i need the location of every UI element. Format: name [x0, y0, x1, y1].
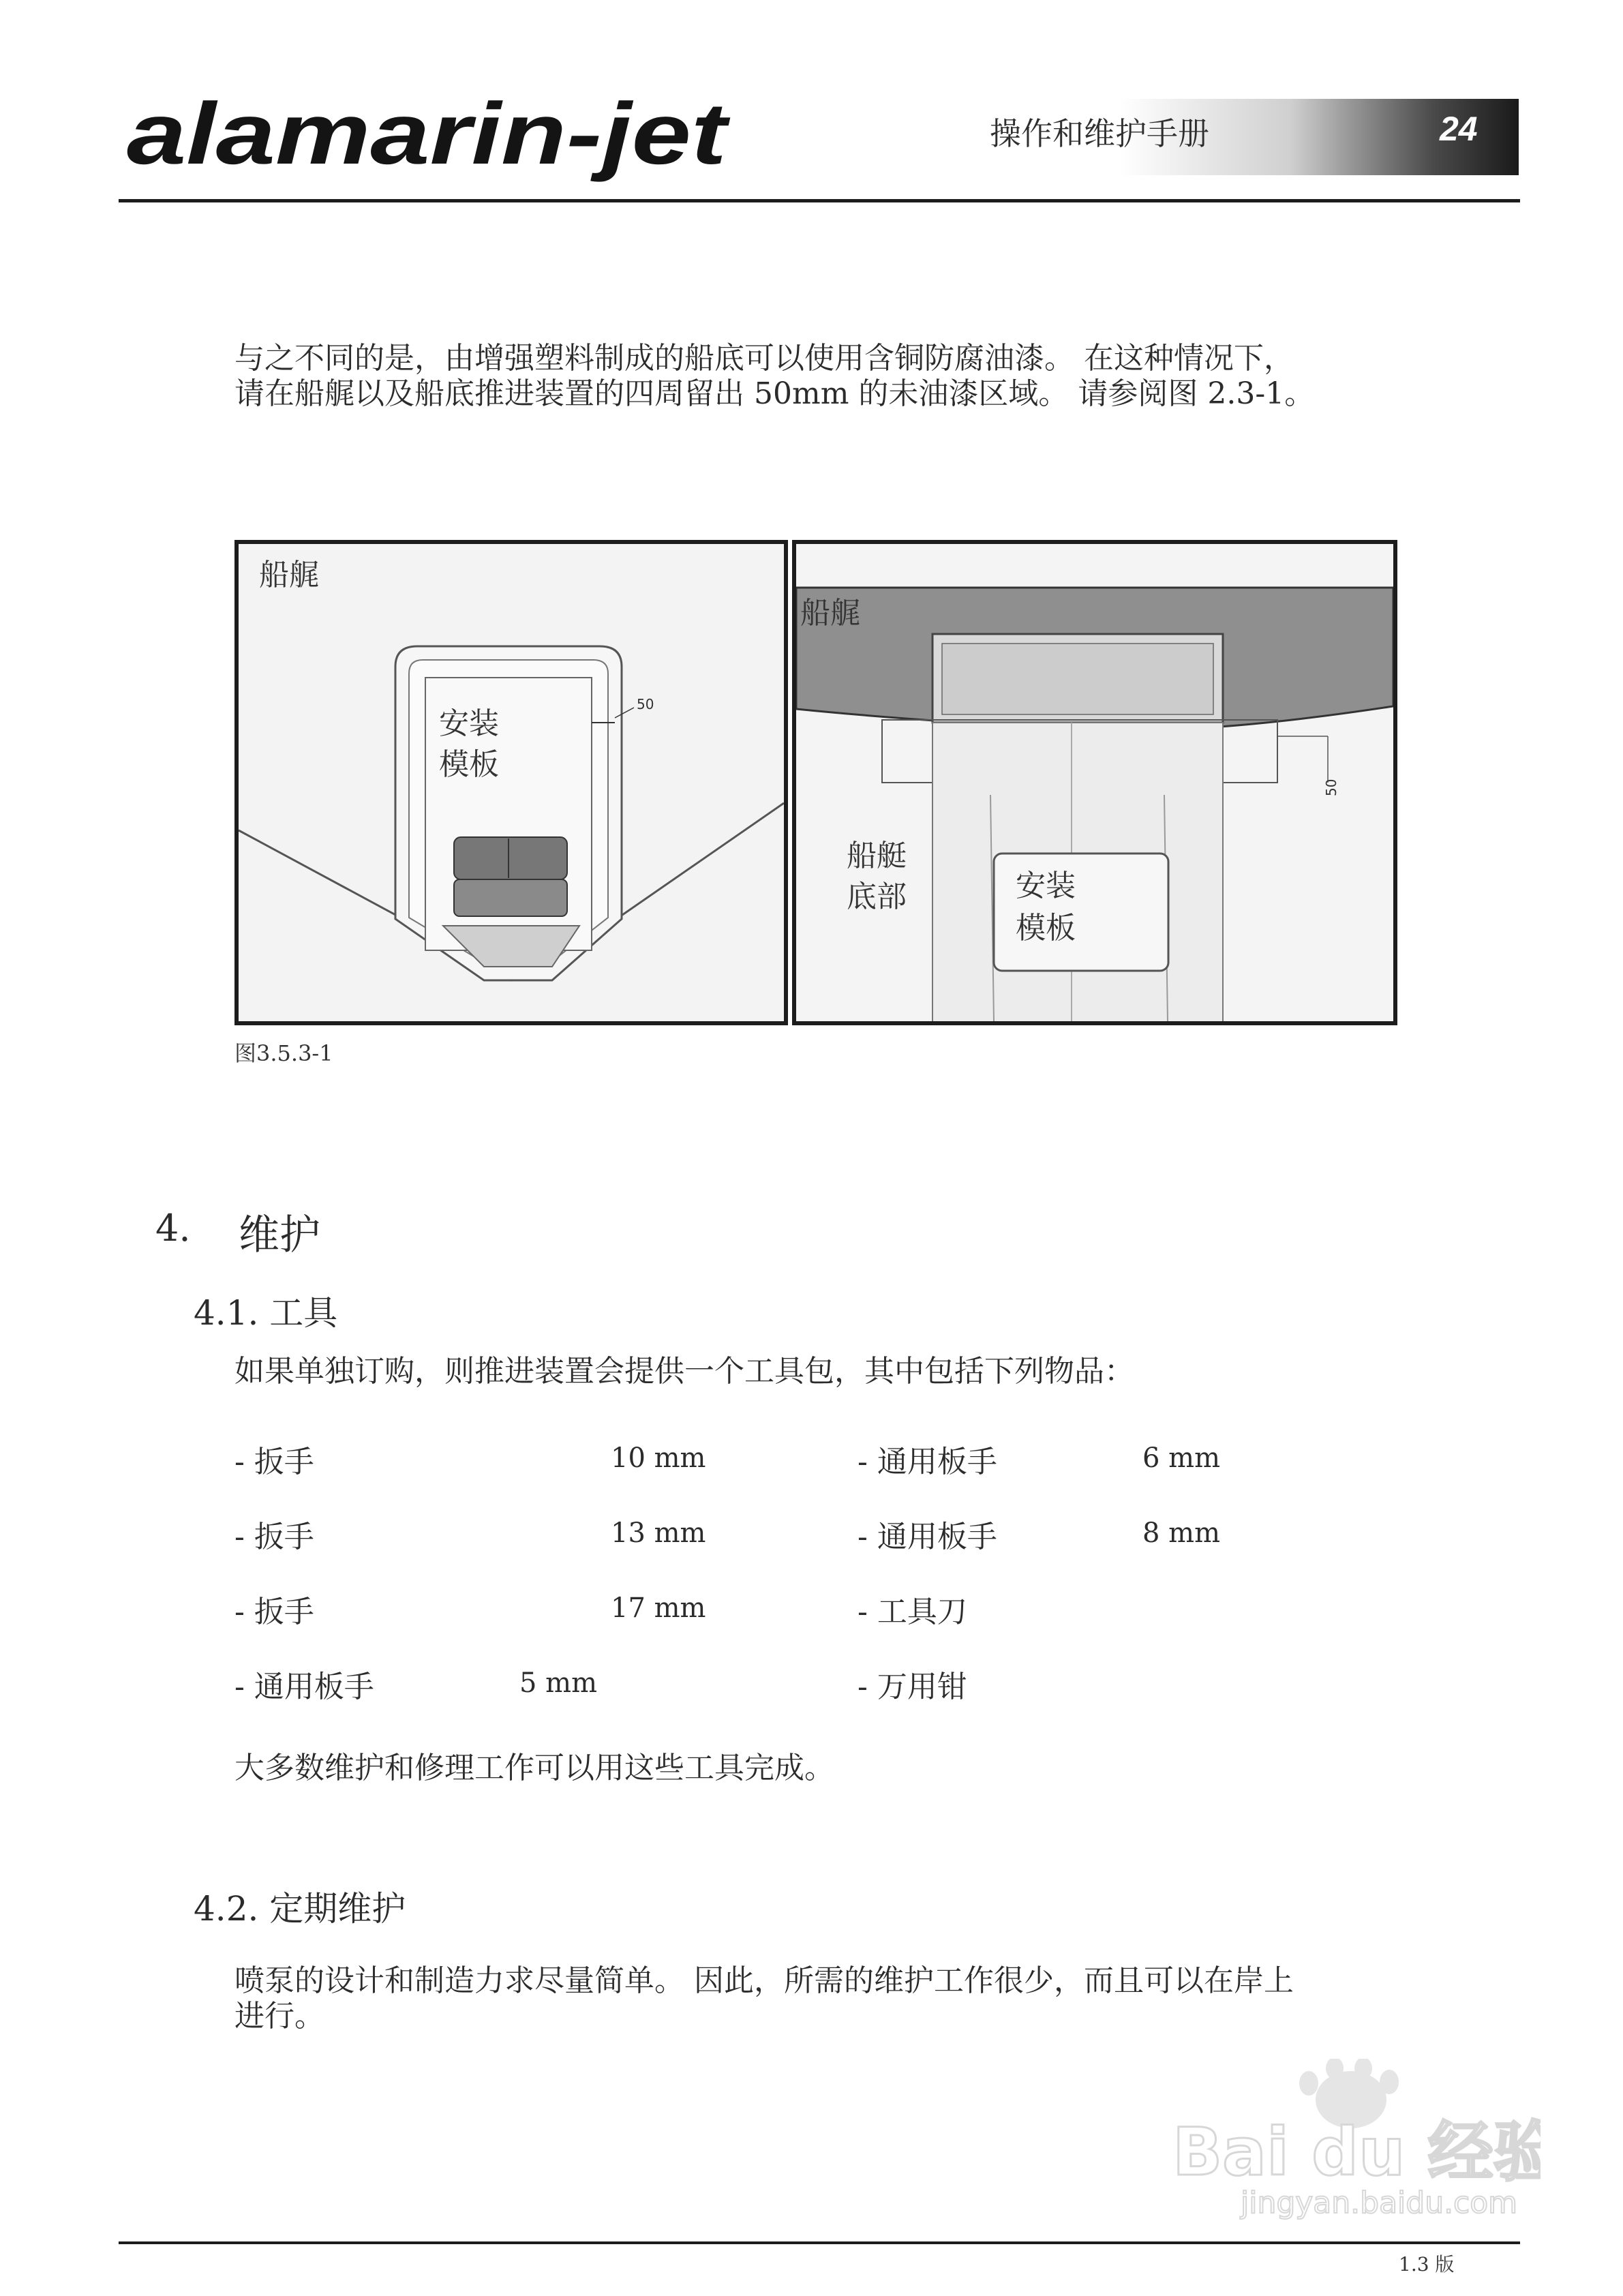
tool-item-name: - 通用板手: [858, 1520, 997, 1554]
tool-item-size: 13 mm: [611, 1517, 706, 1549]
maintenance-line-2: 进行。: [234, 1999, 324, 2034]
watermark-brand: Bai du 经验: [1172, 2114, 1541, 2190]
baidu-watermark: [1159, 2059, 1541, 2222]
subsection-maintenance-heading: 4.2. 定期维护: [194, 1889, 406, 1929]
tool-item-size: 17 mm: [611, 1592, 706, 1624]
intro-line-1: 与之不同的是，由增强塑料制成的船底可以使用含铜防腐油漆。 在这种情况下，: [234, 341, 1294, 376]
template-label-right-2: 模板: [1016, 911, 1076, 946]
tool-item-name: - 扳手: [234, 1520, 314, 1554]
section-number: 4.: [155, 1207, 191, 1250]
stern-label-left: 船艉: [259, 558, 319, 592]
dimension-50-left: 50: [637, 696, 654, 712]
template-label-right-1: 安装: [1016, 868, 1076, 903]
paw-icon: [1159, 2059, 1541, 2222]
manual-title: 操作和维护手册: [990, 115, 1209, 152]
figure-right-panel: [792, 540, 1397, 1025]
footer-divider: [119, 2241, 1520, 2244]
tool-item-name: - 扳手: [234, 1595, 314, 1629]
watermark-url: jingyan.baidu.com: [1241, 2186, 1518, 2220]
hull-bottom-label-1: 船艇: [847, 839, 907, 873]
header-divider: [119, 199, 1520, 202]
tool-item-name: - 工具刀: [858, 1595, 967, 1629]
template-label-left-2: 模板: [439, 747, 499, 782]
tool-item-size: 10 mm: [611, 1442, 706, 1474]
dimension-50-right: 50: [1323, 779, 1339, 796]
intro-line-2: 请在船艉以及船底推进装置的四周留出 50mm 的未油漆区域。 请参阅图 2.3-1。: [234, 376, 1315, 411]
tools-summary: 大多数维护和修理工作可以用这些工具完成。: [234, 1751, 834, 1785]
alamarin-jet-logo: [123, 87, 736, 183]
figure-left-panel: [234, 540, 788, 1025]
stern-label-right: 船艉: [800, 596, 860, 631]
subsection-tools-heading: 4.1. 工具: [194, 1293, 338, 1333]
tool-item-size: 6 mm: [1142, 1442, 1221, 1474]
tool-item-name: - 扳手: [234, 1445, 314, 1479]
page-number: 24: [1440, 110, 1478, 148]
tool-item-name: - 通用板手: [858, 1445, 997, 1479]
maintenance-line-1: 喷泵的设计和制造力求尽量简单。 因此，所需的维护工作很少，而且可以在岸上: [234, 1963, 1294, 1998]
tools-intro: 如果单独订购，则推进装置会提供一个工具包，其中包括下列物品：: [234, 1354, 1134, 1389]
hull-bottom-label-2: 底部: [847, 879, 907, 914]
tool-item-name: - 万用钳: [858, 1670, 967, 1704]
section-title: 维护: [239, 1211, 320, 1259]
figure-caption: 图3.5.3-1: [234, 1040, 333, 1066]
tool-item-size: 8 mm: [1142, 1517, 1221, 1549]
svg-text:alamarin-jet: alamarin-jet: [127, 87, 731, 183]
stern-rear-view-drawing: [239, 544, 784, 1021]
hull-side-view-drawing: [796, 544, 1393, 1021]
version-label: 1.3 版: [1399, 2253, 1455, 2276]
tool-item-name: - 通用板手: [234, 1670, 374, 1704]
template-label-left-1: 安装: [439, 706, 499, 741]
tool-item-size: 5 mm: [519, 1667, 598, 1699]
